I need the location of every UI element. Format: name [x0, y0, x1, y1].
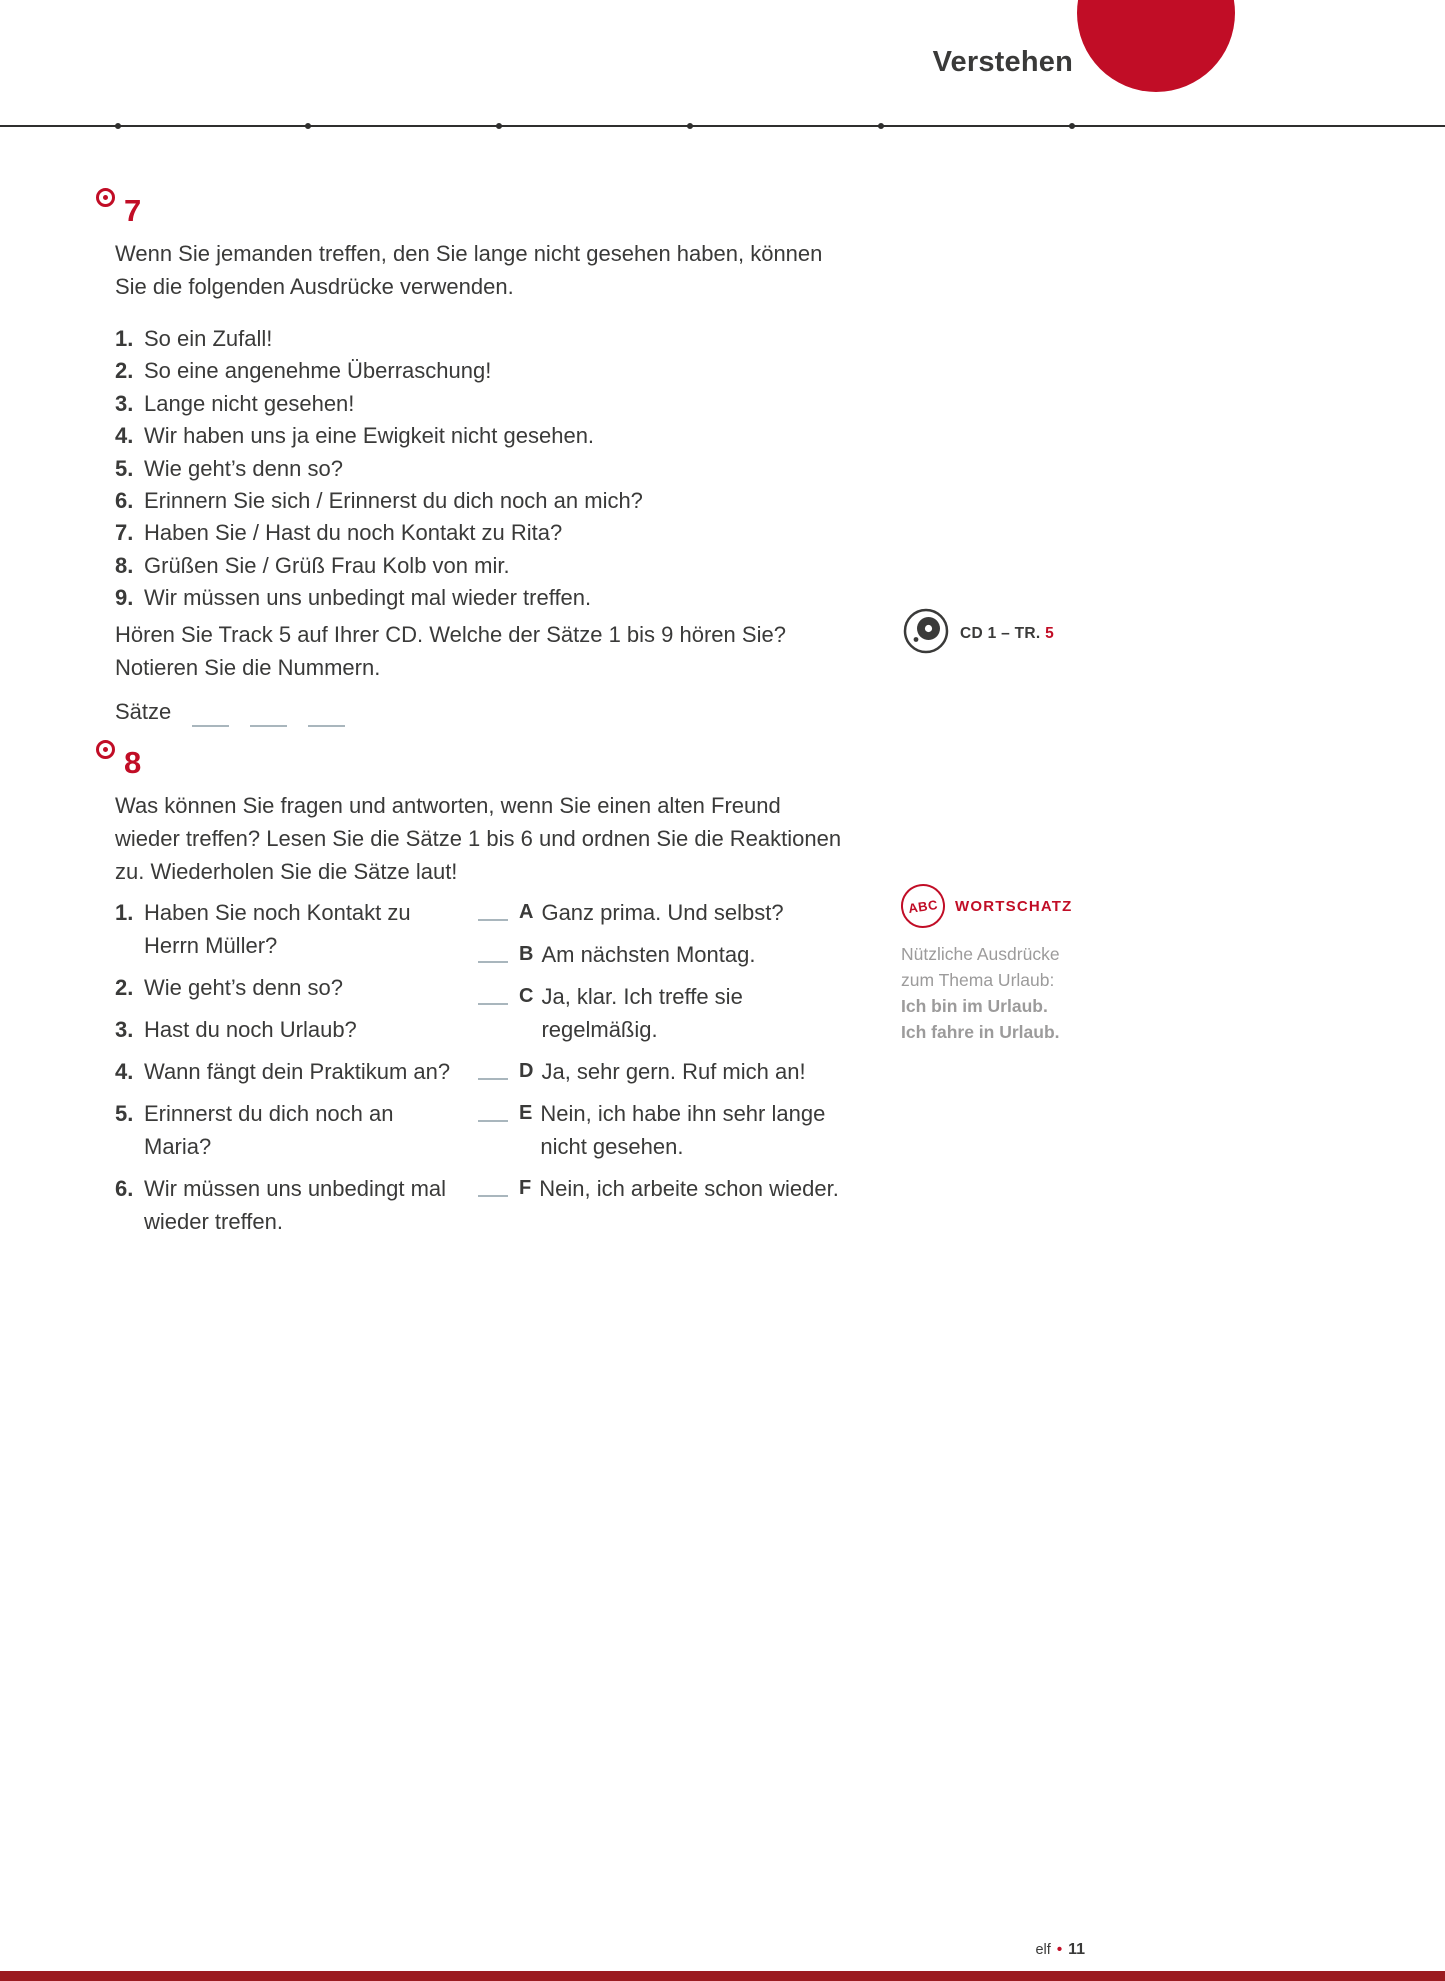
question-item — [115, 971, 478, 1004]
page-section-title: Verstehen — [932, 46, 1073, 78]
answer-text: Am nächsten Montag. — [541, 942, 756, 967]
list-item — [115, 323, 866, 355]
question-number: 1. — [115, 900, 134, 925]
listening-task — [115, 618, 850, 727]
item-number: 6. — [115, 488, 134, 514]
question-item — [115, 1172, 478, 1238]
page-number: 11 — [1068, 1941, 1085, 1958]
answer-text: Ja, sehr gern. Ruf mich an! — [541, 1059, 806, 1084]
wortschatz-title: WORTSCHATZ — [955, 897, 1073, 915]
answer-blank-3[interactable] — [308, 703, 345, 727]
wortschatz-phrase: Ich fahre in Urlaub. — [901, 1022, 1060, 1042]
answer-item — [478, 896, 863, 929]
answer-blank-1[interactable] — [192, 703, 229, 727]
item-number: 8. — [115, 552, 134, 578]
item-number: 3. — [115, 390, 134, 416]
item-number: 7. — [115, 520, 134, 546]
list-item — [115, 355, 866, 387]
answer-letter: C — [519, 985, 534, 1007]
cd-track-label — [960, 625, 1054, 643]
header-rule — [0, 125, 1445, 127]
wortschatz-phrase: Ich bin im Urlaub. — [901, 996, 1048, 1016]
cd-track-number: 5 — [1045, 624, 1055, 642]
saetze-label: Sätze — [115, 699, 172, 724]
cd-icon — [903, 608, 949, 659]
rule-dot — [305, 123, 311, 129]
exercise-number: 8 — [124, 745, 142, 780]
answer-item — [478, 938, 863, 971]
exercise-7-header — [96, 188, 866, 226]
item-text: Erinnern Sie sich / Erinnerst du dich noch an mich? — [144, 488, 643, 514]
saetze-answer-row — [115, 697, 850, 727]
page-footer — [1035, 1941, 1085, 1959]
answer-blank-2[interactable] — [250, 703, 287, 727]
answer-text: Ja, klar. Ich treffe sie regelmäßig. — [541, 984, 743, 1042]
answer-text: Ganz prima. Und selbst? — [541, 900, 784, 925]
wortschatz-note: Nützliche Ausdrücke zum Thema Urlaub: — [901, 944, 1060, 990]
exercise-7 — [96, 188, 866, 748]
rule-dot — [687, 123, 693, 129]
list-item — [115, 485, 866, 517]
corner-decoration-circle — [1077, 0, 1235, 92]
item-text: So eine angenehme Überraschung! — [144, 358, 492, 384]
item-text: Haben Sie / Hast du noch Kontakt zu Rita? — [144, 520, 563, 546]
rule-dot — [878, 123, 884, 129]
item-text: Wie geht’s denn so? — [144, 455, 343, 481]
questions-column — [115, 896, 478, 1247]
answer-item — [478, 980, 863, 1046]
question-number: 6. — [115, 1176, 134, 1201]
list-item — [115, 453, 866, 485]
match-blank-a[interactable] — [478, 918, 508, 921]
answer-item — [478, 1055, 863, 1088]
matching-exercise — [115, 896, 863, 1247]
question-item — [115, 1097, 478, 1163]
answer-text: Nein, ich habe ihn sehr lange nicht gesehen. — [540, 1101, 826, 1159]
answer-item — [478, 1172, 863, 1205]
list-item — [115, 582, 866, 614]
list-item — [115, 388, 866, 420]
answer-letter: A — [519, 901, 534, 923]
exercise-7-instruction: Wenn Sie jemanden treffen, den Sie lange nicht gesehen haben, können Sie die folgenden Ausdrücke verwenden. — [115, 241, 823, 299]
cd-label-text: CD 1 – TR. — [960, 624, 1041, 642]
question-item — [115, 1013, 478, 1046]
question-text: Wir müssen uns unbedingt mal wieder treffen. — [144, 1176, 447, 1234]
question-item — [115, 896, 478, 962]
bullseye-icon — [96, 188, 115, 207]
abc-icon: ABC — [898, 881, 948, 931]
wortschatz-box — [901, 884, 1096, 1045]
footer-bullet: • — [1056, 1941, 1063, 1958]
exercise-number: 7 — [124, 193, 142, 228]
answer-letter: D — [519, 1060, 534, 1082]
list-item — [115, 550, 866, 582]
item-number: 2. — [115, 358, 134, 384]
cd-track-note — [903, 608, 1054, 659]
list-item — [115, 420, 866, 452]
exercise-8-instruction: Was können Sie fragen und antworten, wenn Sie einen alten Freund wieder treffen? Lesen Sie die Sätze 1 bis 6 und ordnen Sie die Reaktionen zu. Wiederholen Sie die Sätze laut! — [115, 793, 842, 884]
list-item — [115, 517, 866, 549]
page-number-word: elf — [1035, 1942, 1051, 1958]
question-text: Wann fängt dein Praktikum an? — [144, 1059, 451, 1084]
item-text: Grüßen Sie / Grüß Frau Kolb von mir. — [144, 552, 510, 578]
listening-task-text: Hören Sie Track 5 auf Ihrer CD. Welche der Sätze 1 bis 9 hören Sie? Notieren Sie die Nummern. — [115, 622, 786, 680]
item-text: Wir müssen uns unbedingt mal wieder treffen. — [144, 585, 592, 611]
item-text: Wir haben uns ja eine Ewigkeit nicht gesehen. — [144, 423, 595, 449]
answer-item — [478, 1097, 863, 1163]
question-number: 5. — [115, 1101, 134, 1126]
question-number: 3. — [115, 1017, 134, 1042]
rule-dot — [1069, 123, 1075, 129]
match-blank-e[interactable] — [478, 1119, 508, 1122]
answers-column — [478, 896, 863, 1247]
answer-letter: E — [519, 1102, 533, 1124]
match-blank-c[interactable] — [478, 1002, 508, 1005]
question-number: 2. — [115, 975, 134, 1000]
question-text: Wie geht’s denn so? — [144, 975, 343, 1000]
item-number: 5. — [115, 455, 134, 481]
match-blank-b[interactable] — [478, 960, 508, 963]
item-number: 4. — [115, 423, 134, 449]
question-text: Hast du noch Urlaub? — [144, 1017, 357, 1042]
question-text: Haben Sie noch Kontakt zu Herrn Müller? — [144, 900, 411, 958]
answer-letter: B — [519, 943, 534, 965]
answer-text: Nein, ich arbeite schon wieder. — [539, 1176, 839, 1201]
item-text: So ein Zufall! — [144, 326, 273, 351]
question-text: Erinnerst du dich noch an Maria? — [144, 1101, 394, 1159]
question-number: 4. — [115, 1059, 134, 1084]
question-item — [115, 1055, 478, 1088]
answer-letter: F — [519, 1177, 532, 1199]
exercise-8-header — [96, 740, 866, 778]
expression-list — [115, 323, 866, 615]
match-blank-f[interactable] — [478, 1194, 508, 1197]
bottom-edge-bar — [0, 1971, 1445, 1981]
item-text: Lange nicht gesehen! — [144, 390, 355, 416]
exercise-8 — [96, 740, 866, 1300]
match-blank-d[interactable] — [478, 1077, 508, 1080]
bullseye-icon — [96, 740, 115, 759]
rule-dot — [496, 123, 502, 129]
item-number: 9. — [115, 585, 134, 611]
item-number: 1. — [115, 326, 134, 351]
wortschatz-header — [901, 884, 1096, 928]
rule-dot — [115, 123, 121, 129]
